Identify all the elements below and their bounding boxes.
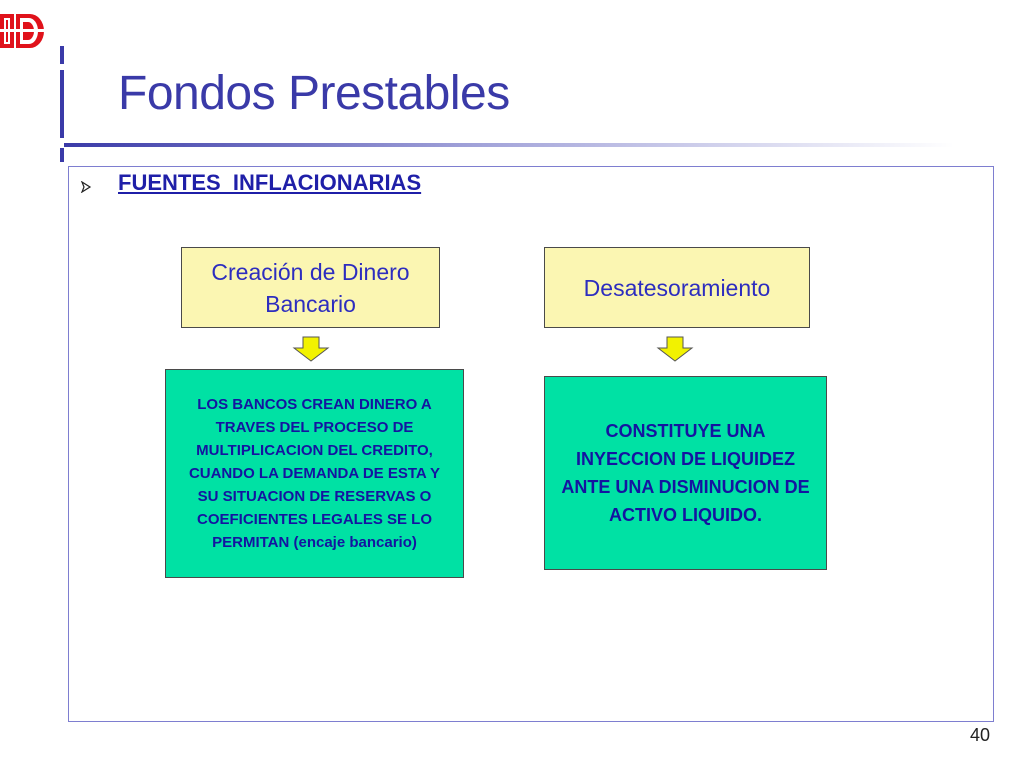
accent-bar-middle [60,70,64,138]
title-rule [64,143,954,147]
section-heading: FUENTES INFLACIONARIAS [118,170,422,195]
label-creacion-text: Creación de Dinero Bancario [211,258,410,317]
accent-bar-bottom [60,148,64,162]
label-box-desatesoramiento [544,247,810,328]
accent-bar-top [60,46,64,64]
down-arrow-icon [655,336,695,362]
label-box-creacion [181,247,440,328]
bank-logo-icon [0,14,44,48]
description-box-creacion [165,369,464,578]
description-box-desatesoramiento [544,376,827,570]
description-creacion-text: LOS BANCOS CREAN DINERO A TRAVES DEL PROCESO DE MULTIPLICACION DEL CREDITO, CUANDO LA DEMANDA DE ESTA Y SU SITUACION DE RESERVAS O COEFICIENTES LEGALES SE LO PERMITAN (encaje bancario) [188,396,441,551]
page-number: 40 [969,725,990,745]
down-arrow-icon [291,336,331,362]
label-desatesoramiento-text: Desatesoramiento [583,274,771,301]
slide-title: Fondos Prestables [118,67,510,120]
description-desatesoramiento-text: CONSTITUYE UNA INYECCION DE LIQUIDEZ ANTE UNA DISMINUCION DE ACTIVO LIQUIDO. [561,421,810,525]
arrow-bullet-icon [80,181,92,193]
